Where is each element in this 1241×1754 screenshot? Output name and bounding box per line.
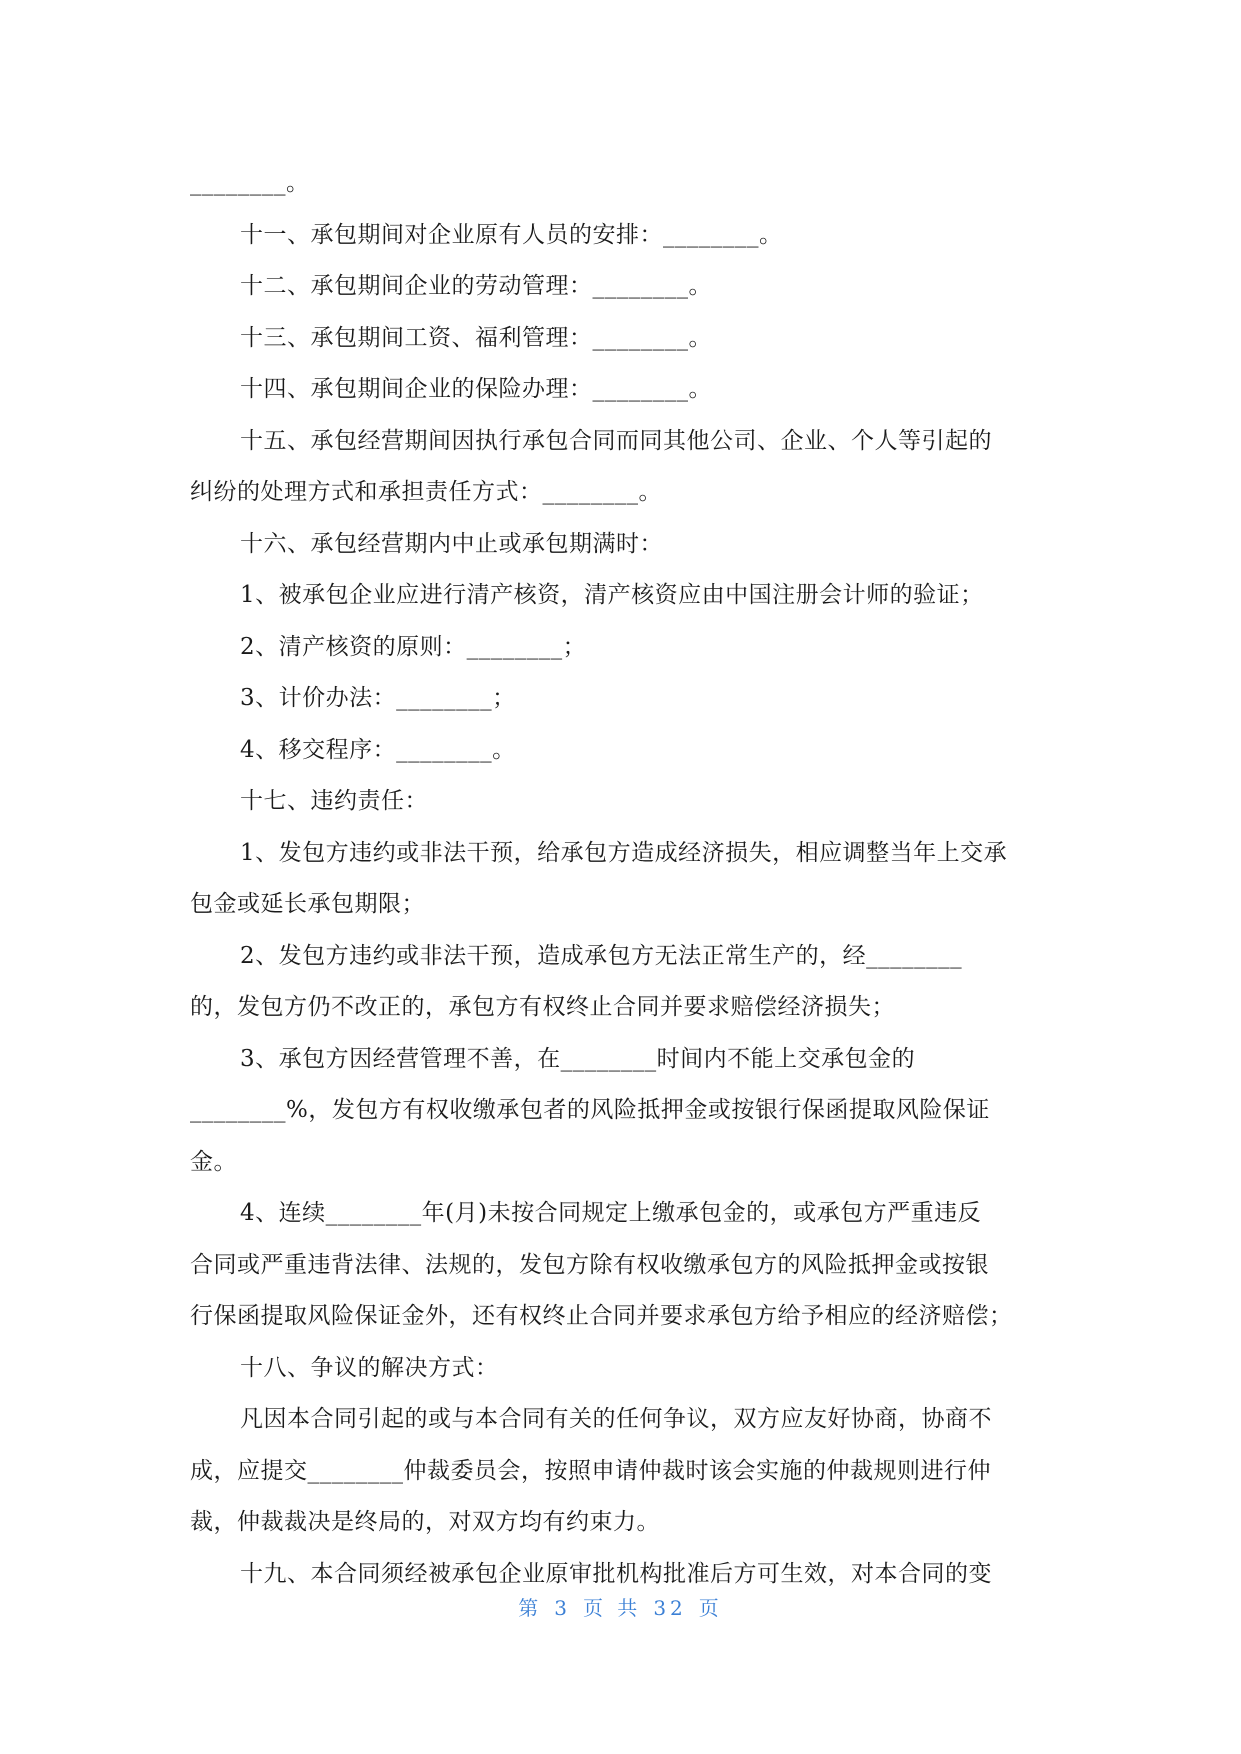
- text-line: 1、被承包企业应进行清产核资，清产核资应由中国注册会计师的验证；: [240, 582, 984, 608]
- text-line: 裁，仲裁裁决是终局的，对双方均有约束力。: [190, 1509, 660, 1535]
- text-line: 4、移交程序：________。: [240, 736, 516, 763]
- text-line: 4、连续________年(月)未按合同规定上缴承包金的，或承包方严重违反: [240, 1200, 982, 1226]
- text-line: 成，应提交________仲裁委员会，按照申请仲裁时该会实施的仲裁规则进行仲: [190, 1457, 991, 1484]
- text-line: 十七、违约责任：: [240, 788, 428, 814]
- text-line: ________。: [190, 170, 310, 196]
- text-line: 十一、承包期间对企业原有人员的安排：________。: [240, 221, 783, 248]
- footer-label-ye: 页: [698, 1596, 723, 1620]
- text-line: 十六、承包经营期内中止或承包期满时：: [240, 530, 663, 557]
- text-line: 十八、争议的解决方式：: [240, 1354, 499, 1381]
- text-line: 1、发包方违约或非法干预，给承包方造成经济损失，相应调整当年上交承: [240, 839, 1008, 866]
- page-footer: [0, 1592, 1241, 1621]
- footer-label-di: 第: [518, 1596, 543, 1620]
- text-line: 行保函提取风险保证金外，还有权终止合同并要求承包方给予相应的经济赔偿；: [190, 1303, 1013, 1329]
- text-line: 纠纷的处理方式和承担责任方式：________。: [190, 479, 662, 505]
- text-line: 2、清产核资的原则：________；: [240, 633, 587, 660]
- text-line: ________%，发包方有权收缴承包者的风险抵押金或按银行保函提取风险保证: [190, 1097, 990, 1123]
- text-line: 2、发包方违约或非法干预，造成承包方无法正常生产的，经________: [240, 942, 963, 969]
- text-line: 十三、承包期间工资、福利管理：________。: [240, 324, 712, 351]
- text-line: 3、计价办法：________；: [240, 685, 516, 711]
- text-line: 的，发包方仍不改正的，承包方有权终止合同并要求赔偿经济损失；: [190, 994, 895, 1020]
- document-body: [190, 158, 1055, 1600]
- text-line: 金。: [190, 1148, 237, 1175]
- text-line: 凡因本合同引起的或与本合同有关的任何争议，双方应友好协商，协商不: [240, 1406, 992, 1432]
- footer-total-pages: 32: [653, 1596, 687, 1620]
- text-line: 3、承包方因经营管理不善，在________时间内不能上交承包金的: [240, 1045, 916, 1072]
- text-line: 十二、承包期间企业的劳动管理：________。: [240, 273, 712, 299]
- text-line: 十五、承包经营期间因执行承包合同而同其他公司、企业、个人等引起的: [240, 427, 992, 454]
- text-line: 合同或严重违背法律、法规的，发包方除有权收缴承包方的风险抵押金或按银: [190, 1251, 989, 1278]
- text-line: 十四、承包期间企业的保险办理：________。: [240, 376, 712, 402]
- footer-label-ye-gong: 页 共: [582, 1596, 642, 1620]
- text-line: 十九、本合同须经被承包企业原审批机构批准后方可生效，对本合同的变: [240, 1560, 992, 1587]
- text-line: 包金或延长承包期限；: [190, 891, 425, 917]
- footer-current-page: 3: [554, 1596, 571, 1620]
